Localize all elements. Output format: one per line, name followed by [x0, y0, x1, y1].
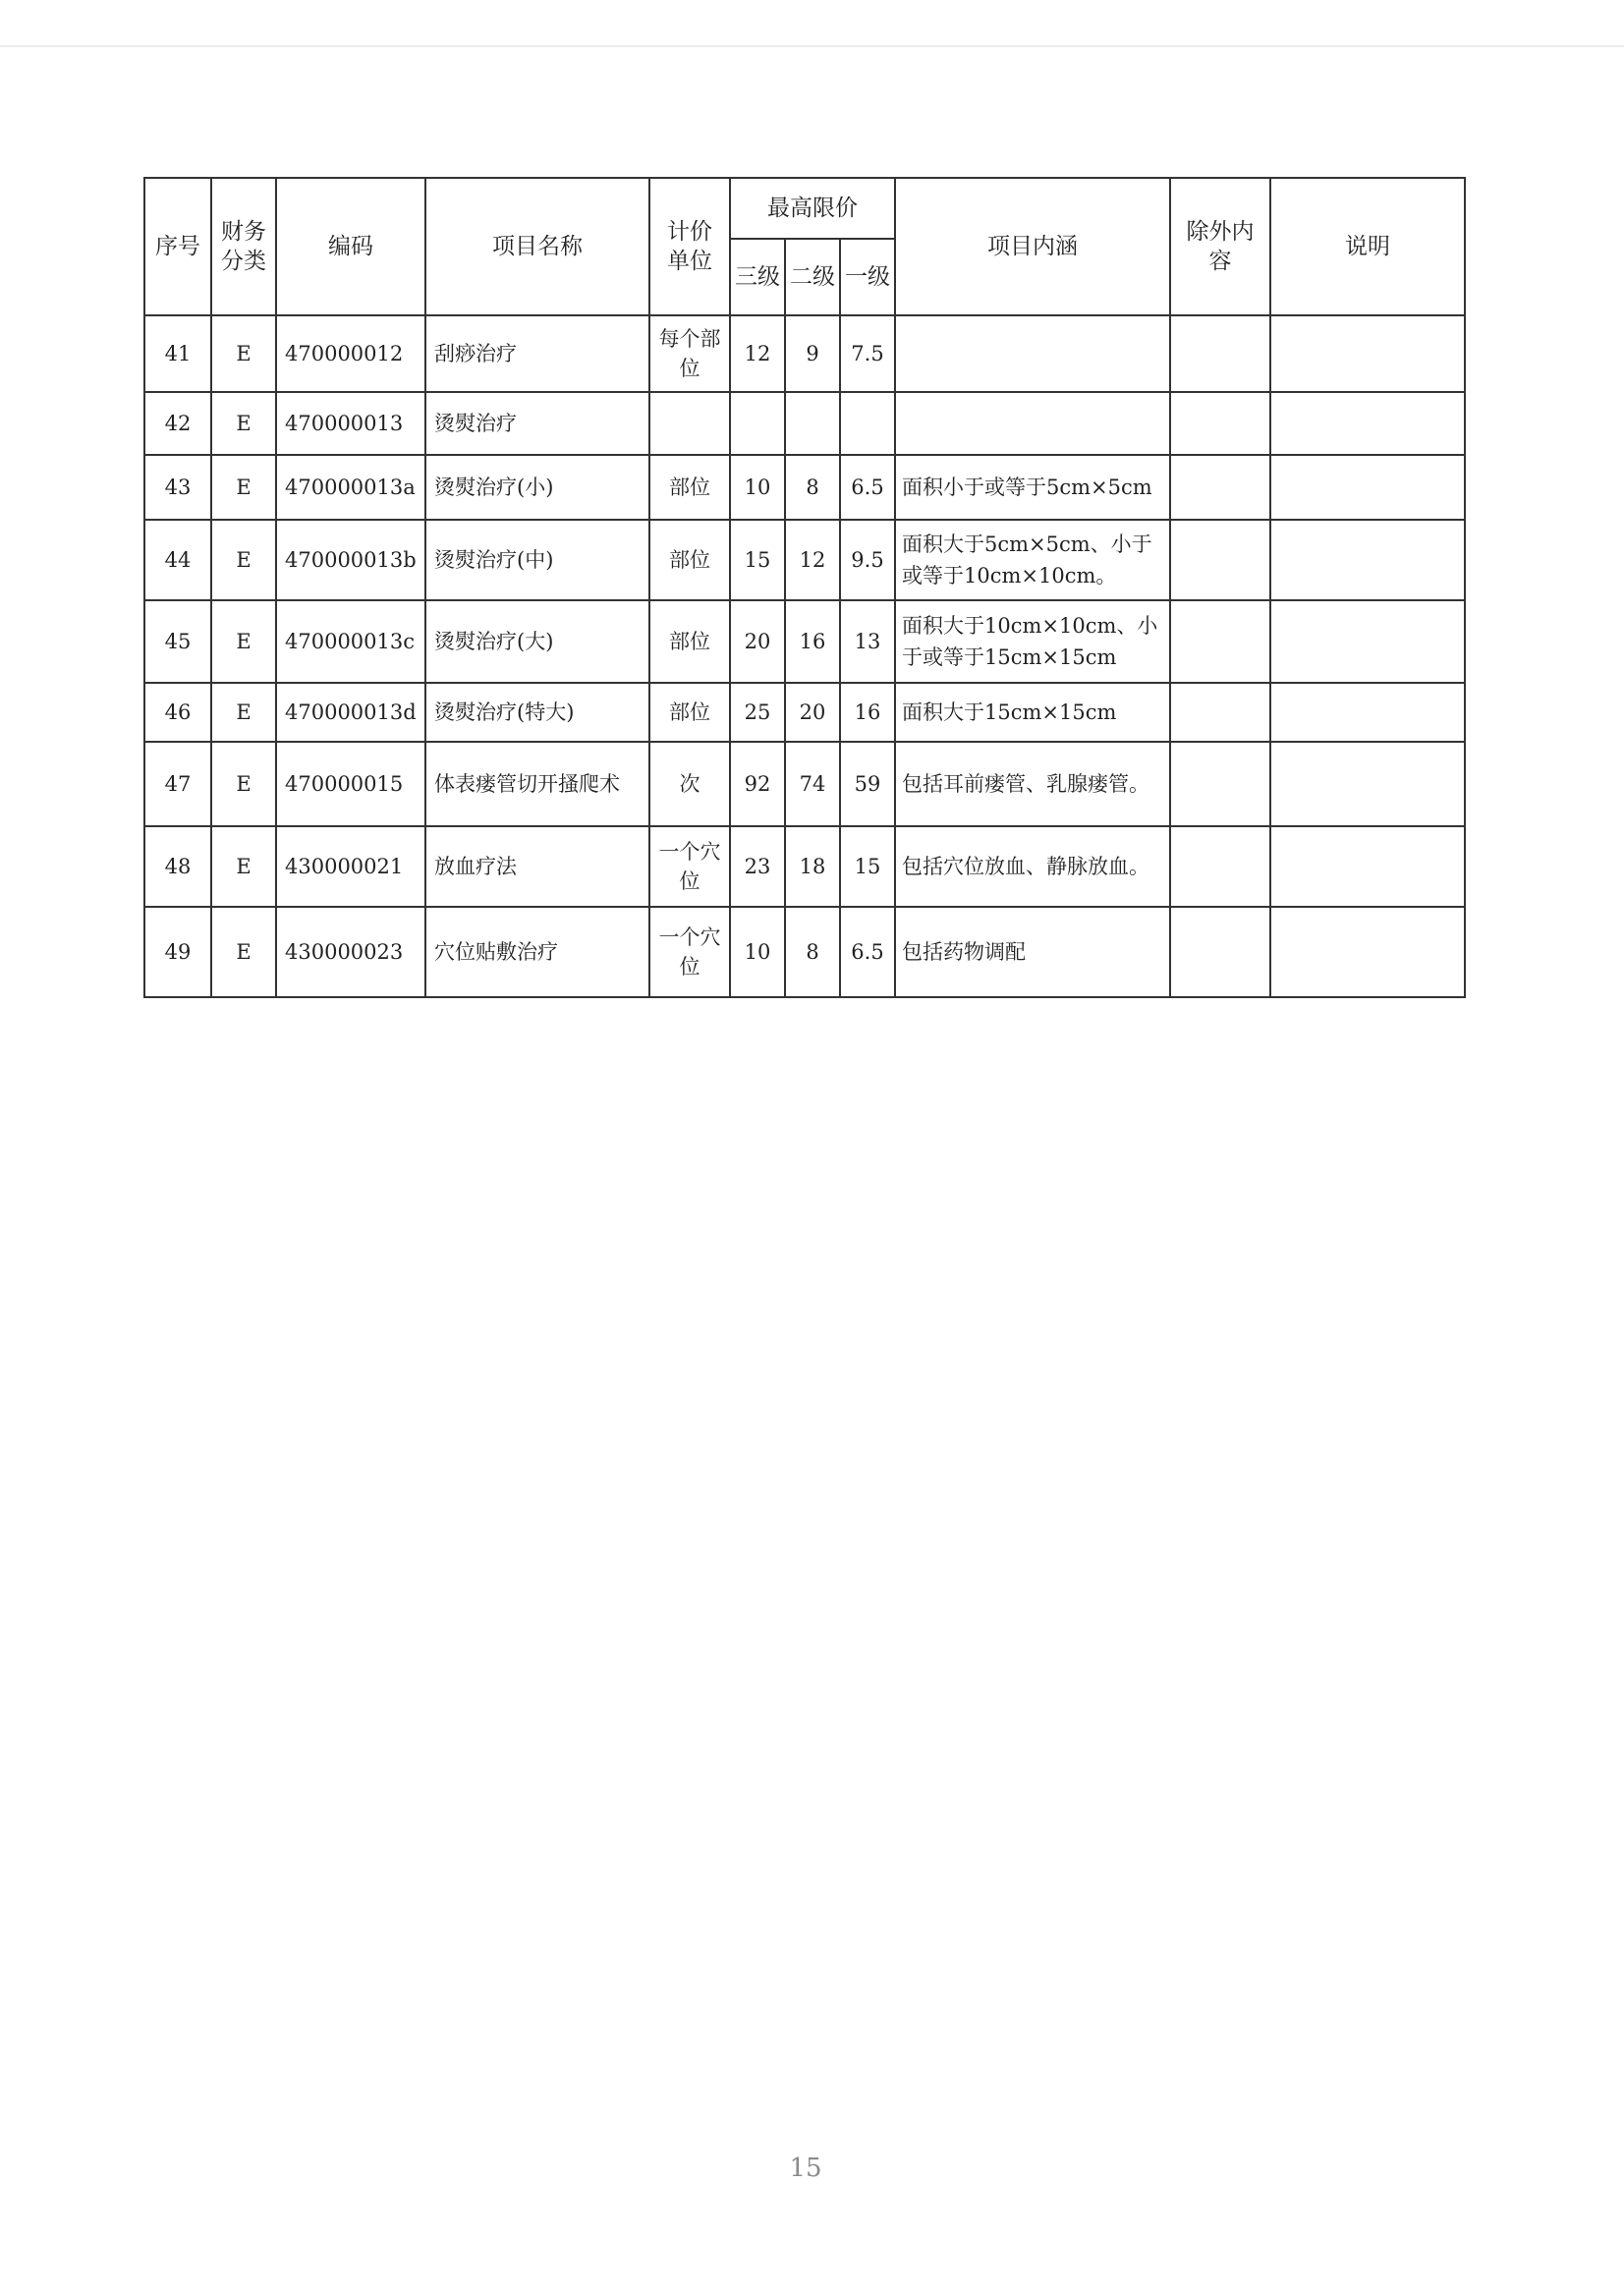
- header-category: 财务分类: [211, 178, 276, 315]
- cell-price-tier3: 12: [730, 315, 785, 392]
- header-note: 说明: [1270, 178, 1465, 315]
- cell-content: 面积大于10cm×10cm、小于或等于15cm×15cm: [895, 600, 1170, 683]
- cell-price-tier1: 6.5: [840, 455, 895, 520]
- cell-content: 面积小于或等于5cm×5cm: [895, 455, 1170, 520]
- cell-code: 430000023: [276, 907, 425, 997]
- header-name: 项目名称: [425, 178, 649, 315]
- cell-price-tier1: 9.5: [840, 520, 895, 600]
- cell-name: 烫熨治疗: [425, 392, 649, 455]
- cell-content: 包括穴位放血、静脉放血。: [895, 826, 1170, 907]
- cell-price-tier1: 13: [840, 600, 895, 683]
- cell-price-tier3: 15: [730, 520, 785, 600]
- cell-category: E: [211, 520, 276, 600]
- cell-seq: 44: [144, 520, 211, 600]
- cell-note: [1270, 455, 1465, 520]
- cell-category: E: [211, 683, 276, 742]
- table-row: [144, 315, 1465, 392]
- table-row: [144, 907, 1465, 997]
- page-top-edge: [0, 45, 1624, 47]
- cell-excluded: [1170, 826, 1270, 907]
- cell-price-tier2: 12: [785, 520, 840, 600]
- cell-note: [1270, 742, 1465, 826]
- header-tier3: 三级: [730, 239, 785, 315]
- cell-seq: 43: [144, 455, 211, 520]
- cell-price-tier1: 16: [840, 683, 895, 742]
- cell-seq: 46: [144, 683, 211, 742]
- cell-price-tier3: 10: [730, 907, 785, 997]
- cell-note: [1270, 907, 1465, 997]
- cell-unit: 每个部位: [649, 315, 730, 392]
- cell-code: 430000021: [276, 826, 425, 907]
- cell-note: [1270, 683, 1465, 742]
- cell-price-tier3: 10: [730, 455, 785, 520]
- cell-price-tier2: 8: [785, 455, 840, 520]
- cell-code: 470000013d: [276, 683, 425, 742]
- table-header: [144, 178, 1465, 315]
- cell-category: E: [211, 600, 276, 683]
- cell-content: 面积大于5cm×5cm、小于或等于10cm×10cm。: [895, 520, 1170, 600]
- cell-content: 包括药物调配: [895, 907, 1170, 997]
- cell-unit: 部位: [649, 455, 730, 520]
- fee-schedule-table: [143, 177, 1466, 998]
- cell-price-tier3: [730, 392, 785, 455]
- cell-seq: 49: [144, 907, 211, 997]
- cell-excluded: [1170, 520, 1270, 600]
- cell-price-tier2: 9: [785, 315, 840, 392]
- cell-category: E: [211, 455, 276, 520]
- cell-name: 体表瘘管切开搔爬术: [425, 742, 649, 826]
- cell-unit: [649, 392, 730, 455]
- cell-code: 470000015: [276, 742, 425, 826]
- header-content: 项目内涵: [895, 178, 1170, 315]
- cell-seq: 48: [144, 826, 211, 907]
- cell-unit: 一个穴位: [649, 826, 730, 907]
- cell-code: 470000013a: [276, 455, 425, 520]
- cell-name: 烫熨治疗(大): [425, 600, 649, 683]
- table-row: [144, 826, 1465, 907]
- cell-seq: 47: [144, 742, 211, 826]
- cell-note: [1270, 520, 1465, 600]
- cell-seq: 45: [144, 600, 211, 683]
- cell-unit: 部位: [649, 683, 730, 742]
- table-row: [144, 392, 1465, 455]
- cell-name: 烫熨治疗(中): [425, 520, 649, 600]
- cell-category: E: [211, 392, 276, 455]
- cell-excluded: [1170, 907, 1270, 997]
- cell-excluded: [1170, 600, 1270, 683]
- header-tier1: 一级: [840, 239, 895, 315]
- cell-code: 470000013: [276, 392, 425, 455]
- cell-price-tier1: 15: [840, 826, 895, 907]
- cell-price-tier2: 18: [785, 826, 840, 907]
- cell-note: [1270, 392, 1465, 455]
- cell-excluded: [1170, 683, 1270, 742]
- cell-note: [1270, 600, 1465, 683]
- header-price-group: 最高限价: [730, 178, 895, 239]
- cell-category: E: [211, 907, 276, 997]
- table-row: [144, 520, 1465, 600]
- cell-price-tier3: 92: [730, 742, 785, 826]
- cell-price-tier2: [785, 392, 840, 455]
- cell-name: 穴位贴敷治疗: [425, 907, 649, 997]
- cell-price-tier2: 20: [785, 683, 840, 742]
- table-row: [144, 600, 1465, 683]
- cell-excluded: [1170, 392, 1270, 455]
- cell-price-tier2: 74: [785, 742, 840, 826]
- cell-price-tier2: 8: [785, 907, 840, 997]
- cell-seq: 41: [144, 315, 211, 392]
- table-body: [144, 315, 1465, 997]
- cell-price-tier2: 16: [785, 600, 840, 683]
- cell-code: 470000013c: [276, 600, 425, 683]
- cell-price-tier1: 7.5: [840, 315, 895, 392]
- cell-name: 烫熨治疗(特大): [425, 683, 649, 742]
- cell-note: [1270, 826, 1465, 907]
- header-unit: 计价单位: [649, 178, 730, 315]
- table-row: [144, 742, 1465, 826]
- cell-unit: 部位: [649, 520, 730, 600]
- cell-name: 放血疗法: [425, 826, 649, 907]
- page-number: 15: [789, 2154, 822, 2183]
- cell-name: 烫熨治疗(小): [425, 455, 649, 520]
- cell-content: 包括耳前瘘管、乳腺瘘管。: [895, 742, 1170, 826]
- cell-price-tier3: 25: [730, 683, 785, 742]
- cell-excluded: [1170, 315, 1270, 392]
- cell-seq: 42: [144, 392, 211, 455]
- cell-unit: 一个穴位: [649, 907, 730, 997]
- table-row: [144, 455, 1465, 520]
- cell-excluded: [1170, 455, 1270, 520]
- cell-content: 面积大于15cm×15cm: [895, 683, 1170, 742]
- cell-price-tier1: 6.5: [840, 907, 895, 997]
- cell-unit: 部位: [649, 600, 730, 683]
- cell-category: E: [211, 742, 276, 826]
- cell-price-tier3: 23: [730, 826, 785, 907]
- header-excluded: 除外内容: [1170, 178, 1270, 315]
- cell-code: 470000012: [276, 315, 425, 392]
- table-row: [144, 683, 1465, 742]
- header-tier2: 二级: [785, 239, 840, 315]
- cell-category: E: [211, 826, 276, 907]
- cell-category: E: [211, 315, 276, 392]
- header-code: 编码: [276, 178, 425, 315]
- cell-price-tier1: [840, 392, 895, 455]
- cell-code: 470000013b: [276, 520, 425, 600]
- cell-note: [1270, 315, 1465, 392]
- cell-content: [895, 392, 1170, 455]
- cell-content: [895, 315, 1170, 392]
- cell-name: 刮痧治疗: [425, 315, 649, 392]
- cell-price-tier3: 20: [730, 600, 785, 683]
- cell-excluded: [1170, 742, 1270, 826]
- cell-unit: 次: [649, 742, 730, 826]
- header-seq: 序号: [144, 178, 211, 315]
- cell-price-tier1: 59: [840, 742, 895, 826]
